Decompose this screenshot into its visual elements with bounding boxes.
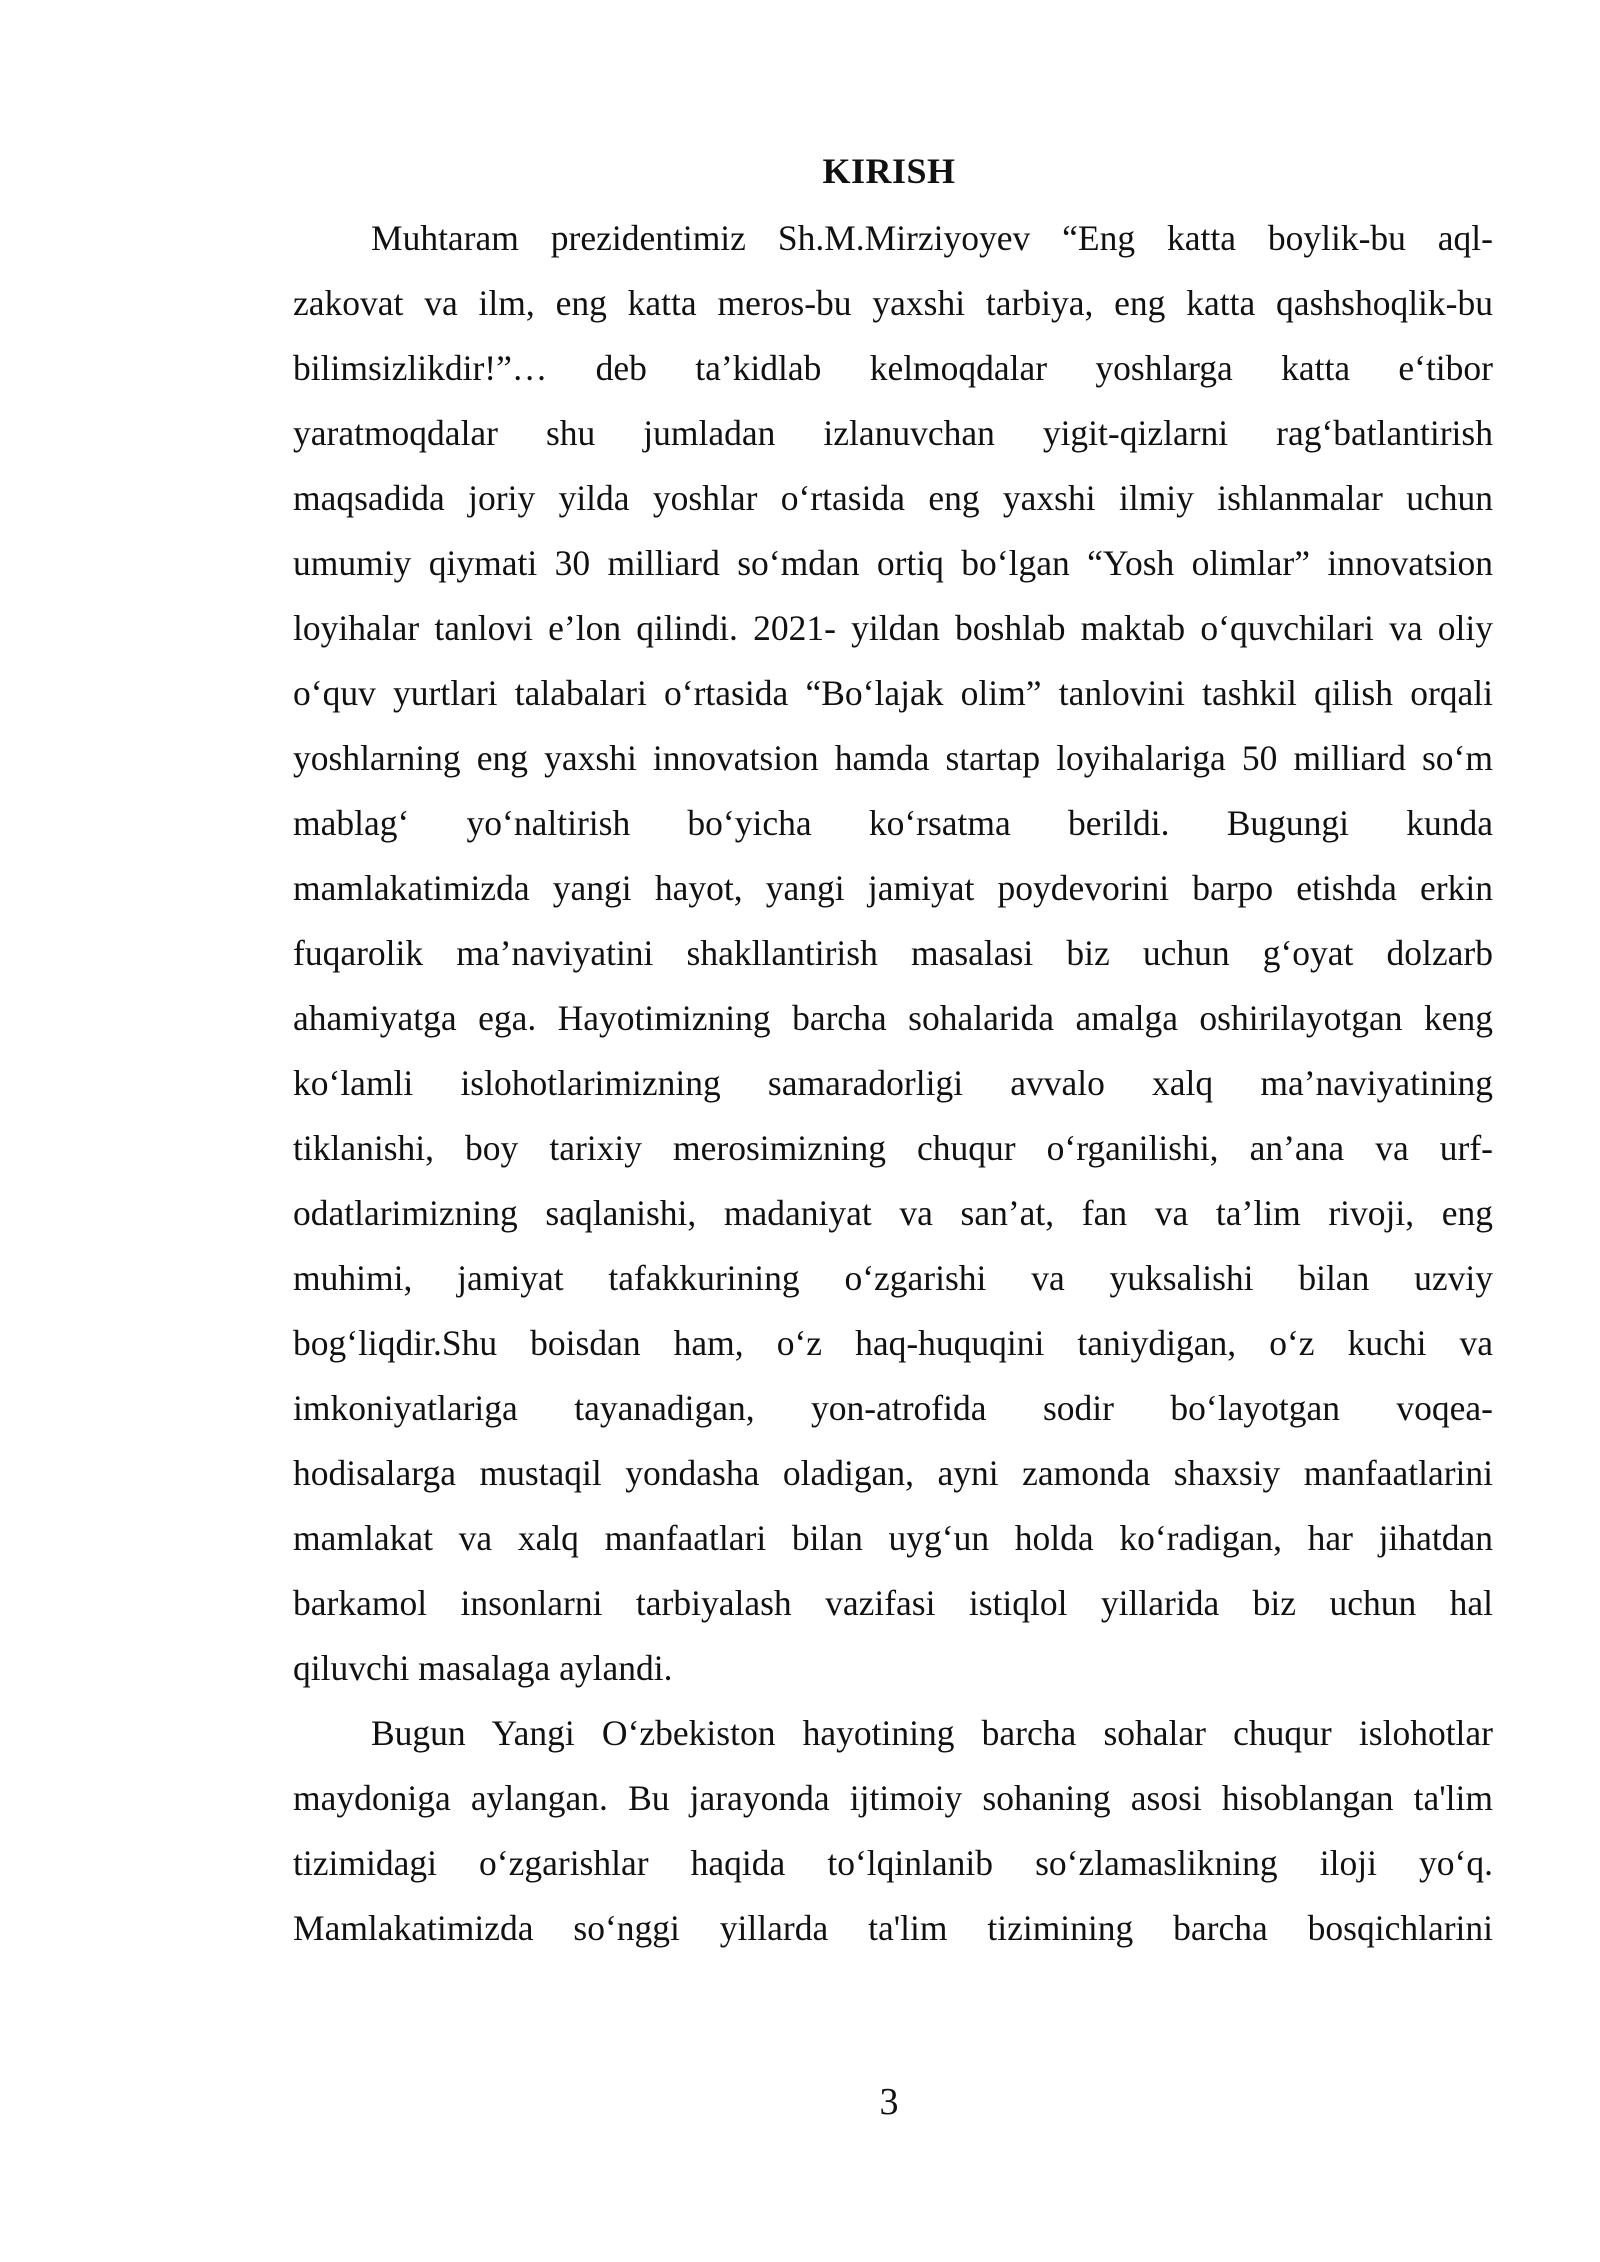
text-line: bilimsizlikdir!”… deb ta’kidlab kelmoqdalar yoshlarga katta e‘tibor	[293, 348, 1493, 388]
text-line: fuqarolik ma’naviyatini shakllantirish masalasi biz uchun g‘oyat dolzarb	[293, 933, 1493, 973]
text-line: loyihalar tanlovi e’lon qilindi. 2021- yildan boshlab maktab o‘quvchilari va oliy	[293, 608, 1493, 648]
text-line: zakovat va ilm, eng katta meros-bu yaxshi tarbiya, eng katta qashshoqlik-bu	[293, 283, 1493, 323]
text-line: maqsadida joriy yilda yoshlar o‘rtasida eng yaxshi ilmiy ishlanmalar uchun	[293, 478, 1493, 518]
text-line: maydoniga aylangan. Bu jarayonda ijtimoiy sohaning asosi hisoblangan ta'lim	[293, 1778, 1493, 1818]
text-line: Muhtaram prezidentimiz Sh.M.Mirziyoyev “Eng katta boylik-bu aql-	[371, 218, 1493, 258]
text-line: umumiy qiymati 30 milliard so‘mdan ortiq bo‘lgan “Yosh olimlar” innovatsion	[293, 543, 1493, 583]
text-line: ahamiyatga ega. Hayotimizning barcha sohalarida amalga oshirilayotgan keng	[293, 998, 1493, 1038]
text-line: imkoniyatlariga tayanadigan, yon-atrofida sodir bo‘layotgan voqea-	[293, 1388, 1493, 1428]
text-line: muhimi, jamiyat tafakkurining o‘zgarishi va yuksalishi bilan uzviy	[293, 1258, 1493, 1298]
text-line: yaratmoqdalar shu jumladan izlanuvchan yigit-qizlarni rag‘batlantirish	[293, 413, 1493, 453]
text-line: barkamol insonlarni tarbiyalash vazifasi istiqlol yillarida biz uchun hal	[293, 1583, 1493, 1623]
section-heading: KIRISH	[822, 151, 956, 191]
text-line: odatlarimizning saqlanishi, madaniyat va san’at, fan va ta’lim rivoji, eng	[293, 1193, 1493, 1233]
text-line: qiluvchi masalaga aylandi.	[293, 1648, 673, 1688]
text-line: Mamlakatimizda so‘nggi yillarda ta'lim tizimining barcha bosqichlarini	[293, 1908, 1493, 1948]
text-line: hodisalarga mustaqil yondasha oladigan, ayni zamonda shaxsiy manfaatlarini	[293, 1453, 1493, 1493]
text-line: bog‘liqdir.Shu boisdan ham, o‘z haq-huquqini taniydigan, o‘z kuchi va	[293, 1323, 1493, 1363]
paragraph-2	[293, 1701, 1493, 1961]
paragraph-1	[293, 206, 1493, 1701]
text-line: Bugun Yangi O‘zbekiston hayotining barcha sohalar chuqur islohotlar	[371, 1713, 1493, 1753]
text-line: tiklanishi, boy tarixiy merosimizning chuqur o‘rganilishi, an’ana va urf-	[293, 1128, 1493, 1168]
text-line: mamlakatimizda yangi hayot, yangi jamiyat poydevorini barpo etishda erkin	[293, 868, 1493, 908]
text-line: mablag‘ yo‘naltirish bo‘yicha ko‘rsatma berildi. Bugungi kunda	[293, 803, 1493, 843]
text-line: mamlakat va xalq manfaatlari bilan uyg‘un holda ko‘radigan, har jihatdan	[293, 1518, 1493, 1558]
text-line: o‘quv yurtlari talabalari o‘rtasida “Bo‘lajak olim” tanlovini tashkil qilish orqali	[293, 673, 1493, 713]
page-number: 3	[879, 2081, 899, 2123]
body-text	[293, 206, 1493, 1961]
text-line: tizimidagi o‘zgarishlar haqida to‘lqinlanib so‘zlamaslikning iloji yo‘q.	[293, 1843, 1493, 1883]
text-line: ko‘lamli islohotlarimizning samaradorligi avvalo xalq ma’naviyatining	[293, 1063, 1493, 1103]
text-line: yoshlarning eng yaxshi innovatsion hamda startap loyihalariga 50 milliard so‘m	[293, 738, 1493, 778]
